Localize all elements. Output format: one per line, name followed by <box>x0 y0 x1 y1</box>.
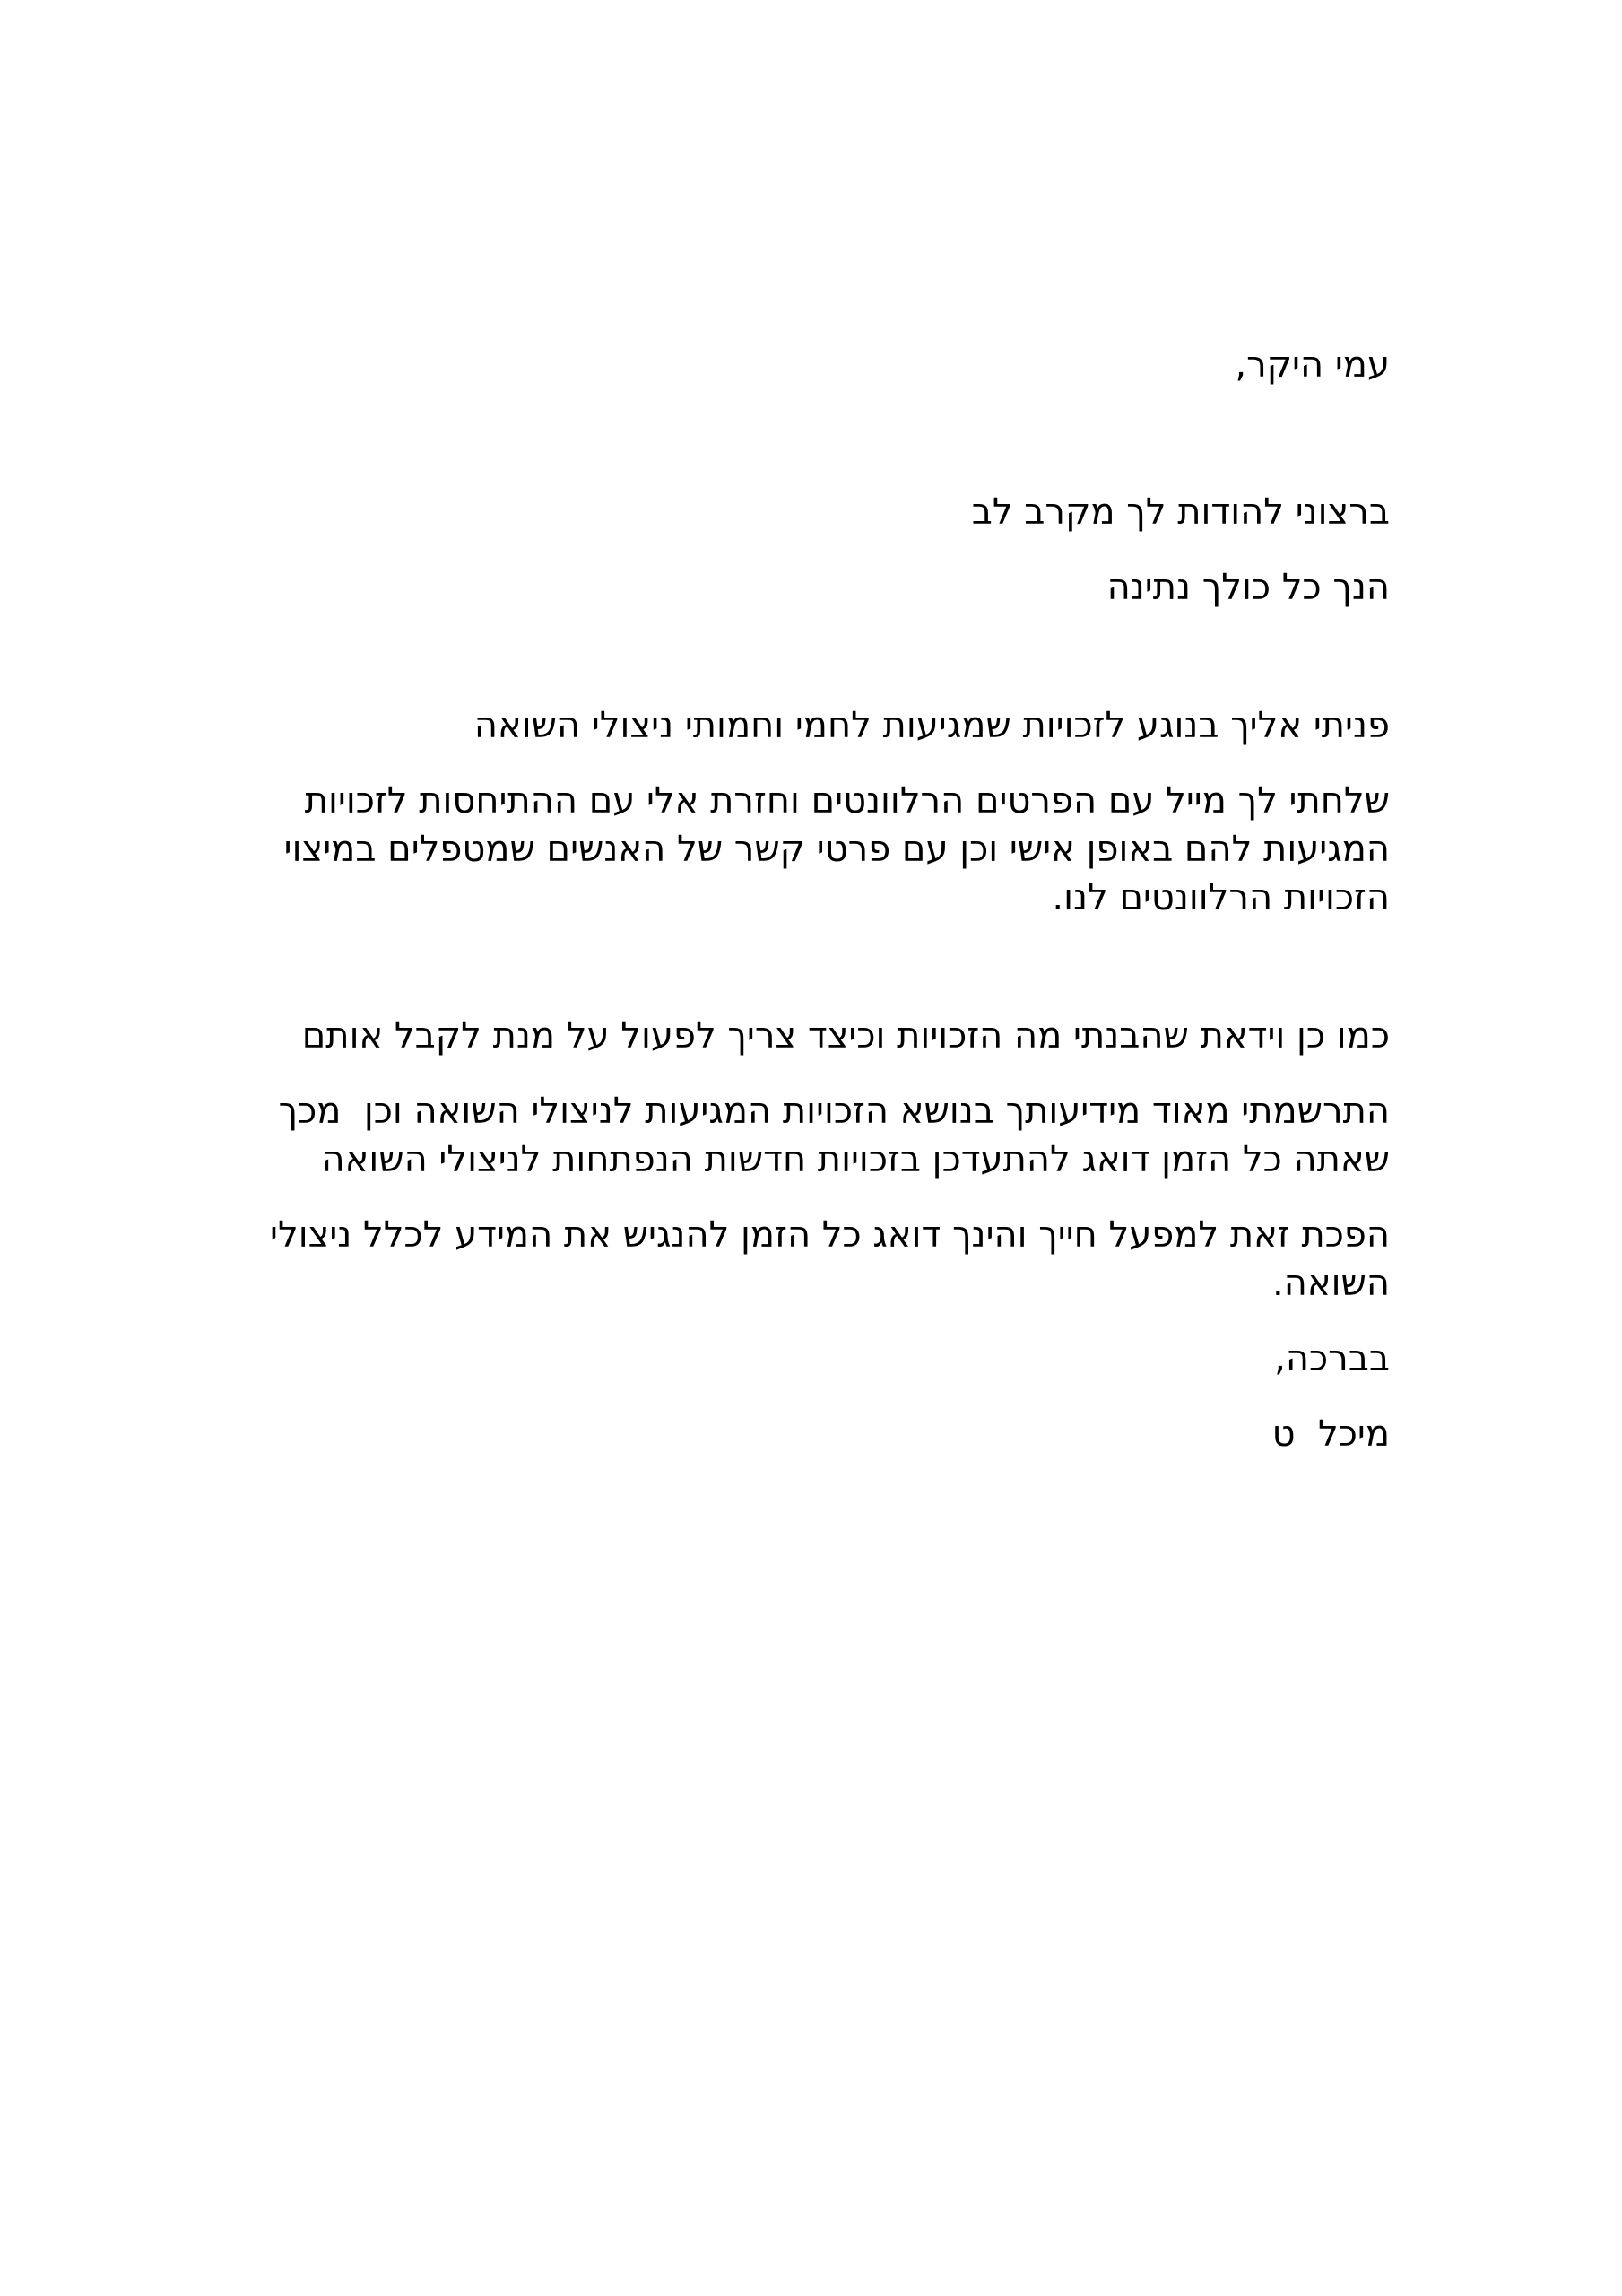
letter-body <box>233 341 1390 1485</box>
paragraph-understanding: כמו כן וידאת שהבנתי מה הזכויות וכיצד צריך לפעול על מנת לקבל אותם <box>301 1015 1390 1057</box>
thanks-line-2: הנך כל כולך נתינה <box>1106 567 1390 608</box>
signature: מיכל ט <box>1271 1413 1390 1455</box>
paragraph-request: פניתי אליך בנוגע לזכויות שמגיעות לחמי וחמותי ניצולי השואה <box>473 705 1390 746</box>
paragraph-impressed: התרשמתי מאוד מידיעותך בנושא הזכויות המגיעות לניצולי השואה וכן מכך שאתה כל הזמן דואג להתעדכן בזכויות חדשות הנפתחות לניצולי השואה <box>266 1091 1390 1180</box>
greeting: עמי היקר, <box>1235 344 1390 386</box>
closing: בברכה, <box>1274 1338 1390 1379</box>
paragraph-life-work: הפכת זאת למפעל חייך והינך דואג כל הזמן להנגיש את המידע לכלל ניצולי השואה. <box>258 1214 1390 1304</box>
thanks-line-1: ברצוני להודות לך מקרב לב <box>971 491 1390 533</box>
paragraph-email: שלחתי לך מייל עם הפרטים הרלוונטים וחזרת אלי עם ההתיחסות לזכויות המגיעות להם באופן אישי וכן עם פרטי קשר של האנשים שמטפלים במיצוי הזכויות הרלוונטים לנו. <box>272 780 1390 918</box>
